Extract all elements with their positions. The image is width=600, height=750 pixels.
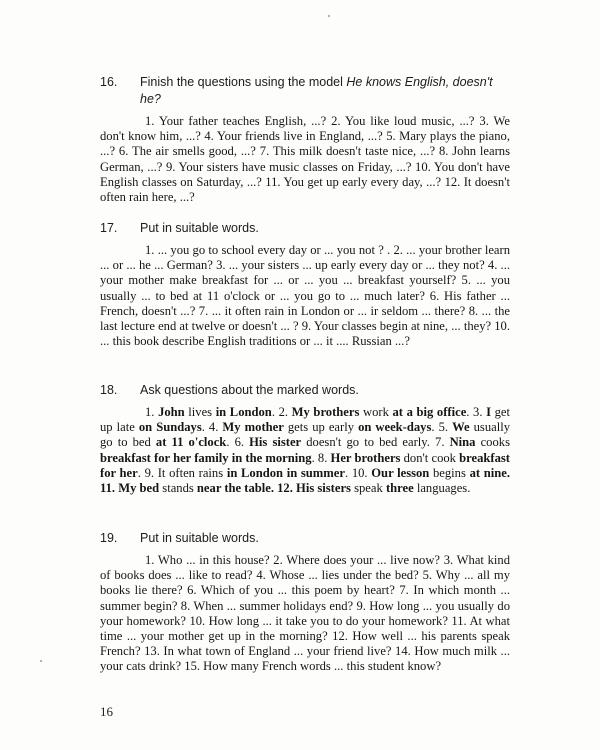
page-number: 16 (100, 704, 113, 719)
sentence-text: don't cook (400, 450, 460, 465)
sentence-text: . 2. (271, 405, 292, 419)
exercise-18 (100, 382, 510, 496)
exercise-17-header (100, 220, 510, 237)
sentence-text: cooks (475, 435, 510, 450)
marked-words: His sister (249, 435, 302, 450)
exercise-17 (100, 220, 510, 349)
sentence-text: languages. (413, 481, 471, 496)
exercise-19-text (100, 553, 510, 675)
marked-words: My mother (222, 420, 284, 435)
exercise-body: 1. Who ... in this house? 2. Where does your ... live now? 3. What kind of books does ... like to read? 4. Whose ... lies under the bed? 5. Why ... all my books lie there? 6. Which of you ... this poem by heart? 7. In which month ... summer begin? 8. When ... summer holidays end? 9. How long ... you usually do your homework? 10. How long ... it take you to do your homework? 11. At what time ... your mother get up in the morning? 12. How well ... his parents speak French? 13. In what town of England ... your friend live? 14. How much milk ... your cats drink? 15. How many French words ... this student know? (100, 553, 510, 674)
exercise-19-header (100, 530, 510, 547)
marked-words: I (486, 405, 492, 419)
marked-words: Our lesson (371, 465, 430, 480)
sentence-text: . 10. (344, 465, 372, 480)
sentence-text: . 3. (466, 405, 487, 419)
marked-words: breakfast for her (100, 450, 510, 480)
marked-words: Her brothers (330, 450, 401, 465)
exercise-instruction: Ask questions about the marked words. (140, 383, 359, 397)
sentence-text: . 8. (311, 450, 331, 465)
marked-words: three (385, 481, 414, 496)
marked-words: in London in summer (226, 465, 345, 480)
sentence-text: . 5. (431, 420, 453, 435)
sentence-text: usually go to bed (100, 420, 511, 450)
marked-words: at nine. 11. My bed (100, 465, 511, 496)
marked-words: on Sundays (138, 420, 202, 435)
exercise-number: 17. (100, 221, 118, 235)
scan-speck (40, 660, 42, 662)
exercise-number: 19. (100, 531, 118, 545)
exercise-instruction (140, 74, 510, 108)
marked-words: in London (215, 405, 272, 419)
sentence-text: begins (429, 465, 470, 480)
sentence-text: . 9. It often rains (137, 465, 227, 480)
exercise-body: 1. Your father teaches English, ...? 2. You like loud music, ...? 3. We don't know him, ...? 4. Your friends live in England, ...? 5. Mary plays the piano, ...? 6. The air smells good, ...? 7. This milk doesn't taste nice, ...? 8. John learns German, ...? 9. Your sisters have music classes on Friday, ...? 10. You don't have English classes on Saturday, ...? 11. You get up early every day, ...? 12. It doesn't often rain here, ...? (100, 114, 510, 205)
marked-words: We (452, 420, 470, 435)
marked-words: My brothers (291, 405, 360, 419)
exercise-19 (100, 530, 510, 675)
instruction-model: He knows English, doesn't he? (140, 75, 493, 106)
exercise-16-text (100, 114, 510, 205)
marked-words: on week-days (358, 420, 432, 435)
sentence-text: 1. (145, 405, 159, 419)
marked-words: at a big office (392, 405, 467, 419)
exercise-instruction: Put in suitable words. (140, 531, 259, 545)
exercise-18-header (100, 382, 510, 399)
exercise-18-text (100, 405, 510, 496)
sentence-text: . 6. (226, 435, 250, 450)
exercise-17-text (100, 243, 510, 349)
marked-words: John (158, 405, 185, 419)
sentence-text: stands (159, 481, 197, 496)
exercise-number: 18. (100, 383, 118, 397)
sentence-text: gets up early (283, 420, 359, 435)
exercise-body: 1. ... you go to school every day or ... you not ? . 2. ... your brother learn ... or ... he ... German? 3. ... your sisters ... up early every day or ... they not? 4. ... your mother make breakfast for ... or ... you ... breakfast yourself? 5. ... you usually ... to bed at 11 o'clock or ... you go to ... much later? 6. His father ... French, doesn't ...? 7. ... it often rain in London or ... ir seldom ... there? 8. ... the last lecture end at twelve or doesn't ... ? 9. Your classes begin at nine, ... they? 10. ... this book describe English traditions or ... it .... Russian ...? (100, 243, 510, 349)
marked-words: near the table. 12. His sisters (196, 481, 351, 496)
sentence-text: work (359, 405, 393, 419)
instruction-text: Finish the questions using the model (140, 75, 347, 89)
marked-words: at 11 o'clock (155, 435, 227, 450)
sentence-text: doesn't go to bed early. 7. (301, 435, 450, 450)
exercise-number: 16. (100, 75, 118, 89)
exercise-16-header (100, 74, 510, 108)
sentence-text: . 4. (201, 420, 223, 435)
marked-words: breakfast for her family in the morning (100, 450, 312, 465)
exercise-16 (100, 74, 510, 205)
exercise-body (100, 405, 510, 495)
exercise-instruction: Put in suitable words. (140, 221, 259, 235)
sentence-text: get up late (100, 405, 511, 435)
sentence-text: speak (350, 481, 386, 496)
sentence-text: lives (184, 405, 216, 419)
scan-speck (328, 15, 330, 17)
marked-words: Nina (449, 435, 476, 450)
